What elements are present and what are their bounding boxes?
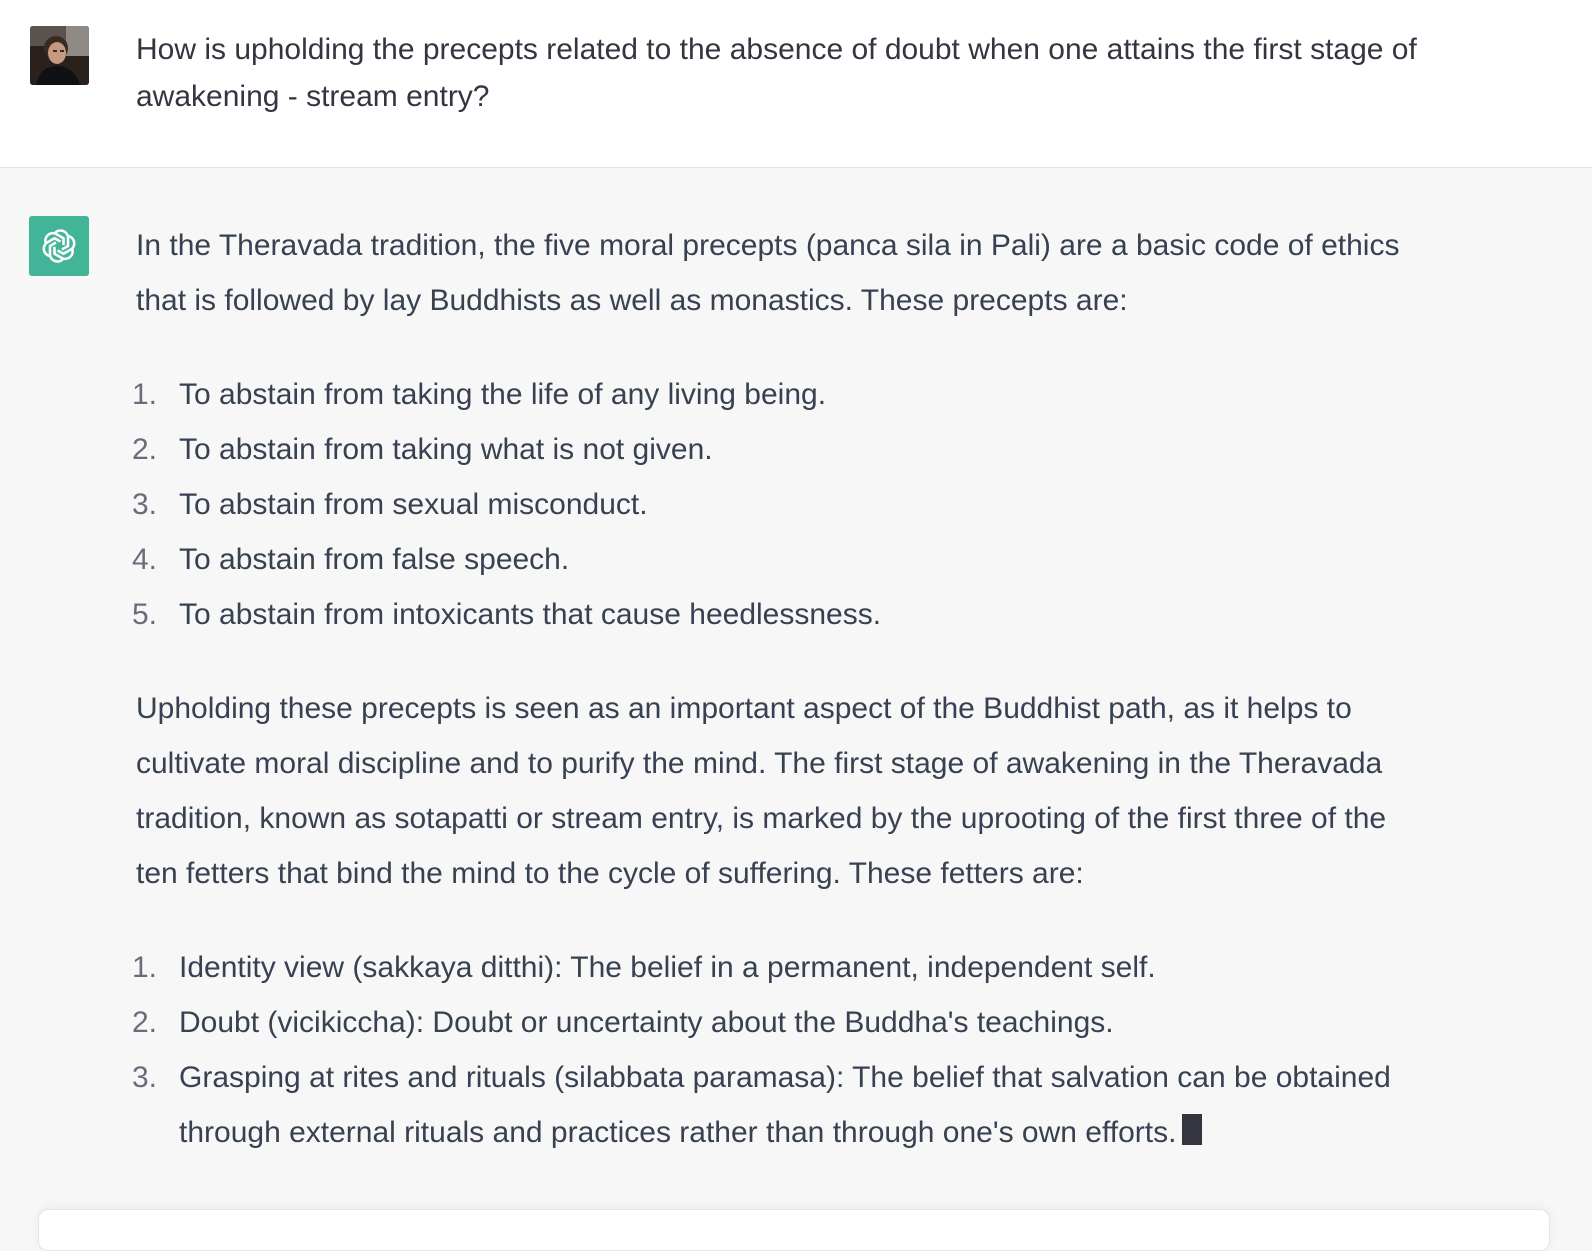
list-number: 5. [132,598,158,631]
answer-intro-paragraph: In the Theravada tradition, the five moral precepts (panca sila in Pali) are a basic code of ethics that is followed by lay Buddhists as well as monastics. These precepts are: [136,229,1400,317]
fetters-list [132,940,1426,1160]
user-message-row [0,0,1592,168]
answer-middle-paragraph: Upholding these precepts is seen as an important aspect of the Buddhist path, as it helps to cultivate moral discipline and to purify the mind. The first stage of awakening in the Theravada tradition, known as sotapatti or stream entry, is marked by the uprooting of the first three of the ten fetters that bind the mind to the cycle of suffering. These fetters are: [136,692,1387,890]
list-number: 2. [132,433,158,466]
list-item [132,995,1426,1050]
list-item-text: To abstain from false speech. [179,543,570,576]
precepts-list [132,367,1426,642]
list-item-text: To abstain from sexual misconduct. [179,488,648,521]
list-item [132,1050,1426,1160]
list-number: 3. [132,1061,158,1094]
list-number: 4. [132,543,158,576]
list-number: 1. [132,951,158,984]
list-item-text: Grasping at rites and rituals (silabbata paramasa): The belief that salvation can be obtained through external rituals and practices rather than through one's own efforts. [179,1061,1391,1149]
list-item [132,477,1426,532]
list-number: 2. [132,1006,158,1039]
list-item [132,532,1426,587]
openai-logo-icon [29,216,89,276]
list-item-text: To abstain from intoxicants that cause heedlessness. [179,598,882,631]
list-number: 1. [132,378,158,411]
list-item-text: To abstain from taking the life of any living being. [179,378,827,411]
list-item-text: To abstain from taking what is not given. [179,433,713,466]
message-input-box[interactable] [38,1209,1550,1251]
assistant-message-row [0,168,1592,1236]
list-item-text: Doubt (vicikiccha): Doubt or uncertainty about the Buddha's teachings. [179,1006,1114,1039]
list-item [132,422,1426,477]
user-avatar [30,26,89,85]
list-item [132,367,1426,422]
list-item-text: Identity view (sakkaya ditthi): The belief in a permanent, independent self. [179,951,1156,984]
user-photo-avatar-icon [30,26,89,85]
typing-cursor [1182,1114,1202,1145]
user-question-text: How is upholding the precepts related to the absence of doubt when one attains the first stage of awakening - stream entry? [136,33,1417,113]
list-item [132,587,1426,642]
list-item [132,940,1426,995]
assistant-answer [132,218,1426,1199]
list-number: 3. [132,488,158,521]
